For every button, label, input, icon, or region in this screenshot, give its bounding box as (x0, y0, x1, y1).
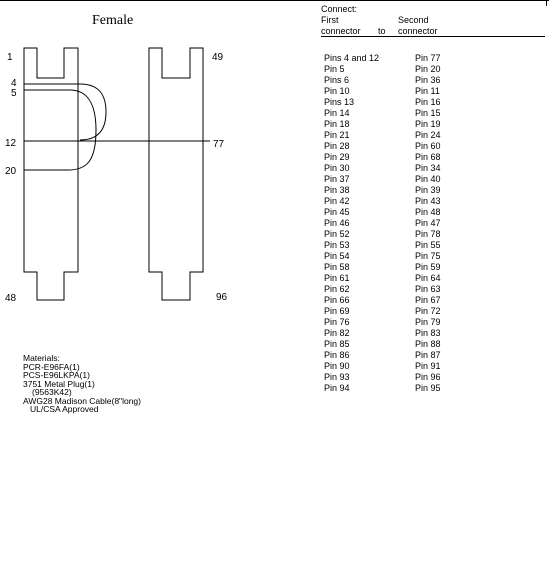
first-connector-pin: Pins 4 and 12 (324, 53, 380, 63)
second-connector-pin: Pin 91 (415, 361, 441, 371)
first-connector-pin: Pin 14 (324, 108, 350, 118)
second-connector-pin: Pin 88 (415, 339, 441, 349)
pin-label-20: 20 (5, 166, 17, 177)
pin-connection-row (324, 130, 544, 141)
material-item: UL/CSA Approved (30, 404, 99, 414)
material-item: PCR-E96FA(1) (23, 361, 80, 372)
second-connector-pin: Pin 11 (415, 86, 440, 96)
pin-connection-row (324, 64, 544, 75)
pin-connection-row (324, 185, 544, 196)
first-connector-pin: Pins 6 (324, 75, 350, 85)
first-connector-pin: Pin 10 (324, 86, 350, 96)
pin-connection-row (324, 262, 544, 273)
first-connector-pin: Pin 76 (324, 317, 350, 327)
pin-connection-row (324, 306, 544, 317)
material-item: 3751 Metal Plug(1) (23, 378, 95, 389)
pin-label-49: 49 (212, 52, 224, 63)
material-item: (9563K42) (32, 387, 72, 397)
pin-connection-row (324, 207, 544, 218)
pin-connection-row (324, 273, 544, 284)
pin-label-12: 12 (5, 138, 17, 149)
pin-label-4: 4 (11, 78, 17, 89)
second-connector-pin: Pin 67 (415, 295, 441, 305)
materials-heading: Materials: (23, 353, 60, 363)
first-connector-pin: Pin 61 (324, 273, 350, 283)
material-item: AWG28 Madison Cable(8"long) (23, 395, 141, 406)
pin-connection-row (324, 119, 544, 130)
pin-connection-row (324, 163, 544, 174)
second-connector-pin: Pin 75 (415, 251, 441, 261)
second-connector-pin: Pin 47 (415, 218, 441, 228)
second-connector-pin: Pin 68 (415, 152, 441, 162)
to-label: to (378, 26, 386, 36)
first-connector-pin: Pin 18 (324, 119, 350, 129)
pin-connection-row (324, 317, 544, 328)
pin-connection-row (324, 174, 544, 185)
second-connector-pin: Pin 78 (415, 229, 441, 239)
pin-connection-row (324, 240, 544, 251)
first-connector-pin: Pin 82 (324, 328, 350, 338)
second-connector-pin: Pin 34 (415, 163, 441, 173)
pin-label-77: 77 (213, 139, 225, 150)
pin-connection-row (324, 196, 544, 207)
pin-connection-row (324, 251, 544, 262)
pin-connection-row (324, 284, 544, 295)
pin-connection-row (324, 75, 544, 86)
second-connector-pin: Pin 59 (415, 262, 441, 272)
first-connector-pin: Pin 28 (324, 141, 350, 151)
pin-connection-row (324, 383, 544, 394)
diagram-title: Female (92, 13, 134, 28)
second-connector-pin: Pin 95 (415, 383, 441, 393)
connect-label: Connect: (321, 4, 358, 14)
pin-connection-row (324, 361, 544, 372)
pin-connection-row (324, 372, 544, 383)
second-connector-pin: Pin 79 (415, 317, 441, 327)
material-item: PCS-E96LKPA(1) (23, 370, 90, 380)
pin-connection-row (324, 218, 544, 229)
pin-connection-row (324, 53, 544, 64)
second-connector-pin: Pin 16 (415, 97, 441, 107)
pin-connection-row (324, 86, 544, 97)
first-connector-pin: Pin 45 (324, 207, 350, 217)
first-connector-pin: Pin 52 (324, 229, 350, 239)
pin-label-48: 48 (5, 293, 17, 304)
pin-connection-row (324, 328, 544, 339)
second-connector-pin: Pin 87 (415, 350, 441, 360)
second-connector-label: connector (398, 26, 438, 36)
pin-connection-row (324, 295, 544, 306)
second-connector-pin: Pin 64 (415, 273, 441, 283)
pin-connection-row (324, 152, 544, 163)
first-connector-pin: Pin 69 (324, 306, 350, 316)
second-connector-pin: Pin 72 (415, 306, 441, 316)
first-connector-pin: Pin 90 (324, 361, 350, 371)
second-connector-pin: Pin 20 (415, 64, 441, 74)
first-connector-pin: Pin 53 (324, 240, 350, 250)
first-connector-pin: Pin 38 (324, 185, 350, 195)
second-connector-pin: Pin 39 (415, 185, 441, 195)
header-rule (321, 36, 545, 37)
first-connector-pin: Pin 42 (324, 196, 350, 206)
second-label: Second (398, 15, 429, 25)
first-connector-pin: Pin 86 (324, 350, 350, 360)
pin-connection-row (324, 350, 544, 361)
first-connector-pin: Pin 58 (324, 262, 350, 272)
first-connector-pin: Pin 46 (324, 218, 350, 228)
second-connector-pin: Pin 43 (415, 196, 441, 206)
materials-list (23, 354, 141, 414)
first-label: First (321, 15, 339, 25)
first-connector-label: connector (321, 26, 361, 36)
first-connector-pin: Pin 30 (324, 163, 350, 173)
pin-connection-table (324, 53, 544, 394)
wire-pin-4-loop (24, 84, 106, 140)
second-connector-pin: Pin 48 (415, 207, 441, 217)
first-connector-pin: Pin 21 (324, 130, 350, 140)
pin-label-5: 5 (11, 88, 17, 99)
second-connector-pin: Pin 96 (415, 372, 441, 382)
first-connector-pin: Pins 13 (324, 97, 355, 107)
second-connector-pin: Pin 77 (415, 53, 441, 63)
left-connector-outline (24, 48, 78, 300)
first-connector-pin: Pin 93 (324, 372, 350, 382)
pin-connection-row (324, 141, 544, 152)
first-connector-pin: Pin 5 (324, 64, 345, 74)
pin-label-1: 1 (7, 52, 13, 63)
second-connector-pin: Pin 83 (415, 328, 441, 338)
second-connector-pin: Pin 24 (415, 130, 441, 140)
second-connector-pin: Pin 19 (415, 119, 441, 129)
first-connector-pin: Pin 62 (324, 284, 350, 294)
pin-label-96: 96 (216, 292, 228, 303)
second-connector-pin: Pin 15 (415, 108, 441, 118)
wire-pin-5-to-20 (24, 90, 96, 170)
first-connector-pin: Pin 54 (324, 251, 350, 261)
pin-connection-row (324, 97, 544, 108)
first-connector-pin: Pin 94 (324, 383, 350, 393)
pin-connection-row (324, 229, 544, 240)
first-connector-pin: Pin 37 (324, 174, 350, 184)
second-connector-pin: Pin 55 (415, 240, 441, 250)
pin-connection-row (324, 108, 544, 119)
second-connector-pin: Pin 60 (415, 141, 441, 151)
first-connector-pin: Pin 85 (324, 339, 350, 349)
second-connector-pin: Pin 40 (415, 174, 441, 184)
right-connector-outline (149, 48, 203, 300)
second-connector-pin: Pin 63 (415, 284, 441, 294)
pin-connection-row (324, 339, 544, 350)
first-connector-pin: Pin 66 (324, 295, 350, 305)
first-connector-pin: Pin 29 (324, 152, 350, 162)
second-connector-pin: Pin 36 (415, 75, 441, 85)
